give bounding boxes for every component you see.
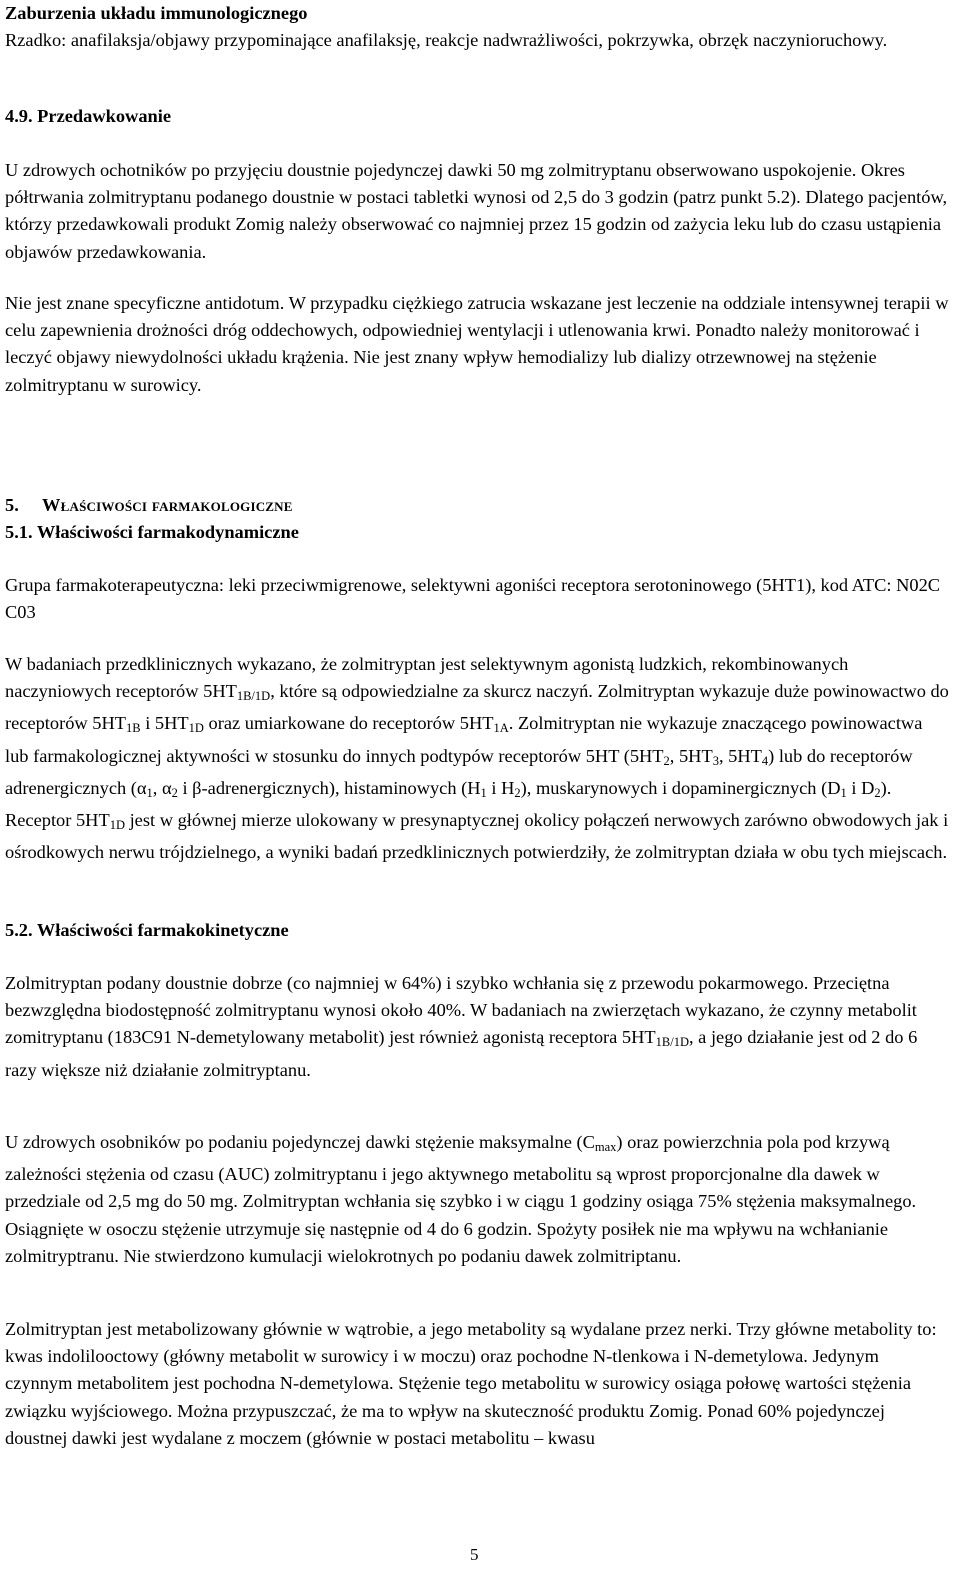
subscript: 1D: [109, 818, 125, 833]
text-run: i H: [486, 777, 515, 798]
section-immune-disorders: [5, 0, 950, 54]
text-run: , α: [152, 777, 172, 798]
subscript: max: [594, 1140, 617, 1154]
heading-immune-disorders: Zaburzenia układu immunologicznego: [5, 3, 308, 23]
immune-disorders-text: Rzadko: anafilaksja/objawy przypominające anafilaksję, reakcje nadwrażliwości, pokrzywka, obrzęk naczynioruchowy.: [5, 30, 888, 51]
text-run: , a jego działanie jest od 2 do 6 razy większe niż działanie zolmitryptanu.: [5, 1027, 918, 1080]
text-run: . Zolmitryptan nie wykazuje znaczącego powinowactwa lub farmakologicznej aktywności w stosunku do innych podtypów receptorów 5HT (5HT: [5, 713, 923, 766]
subscript: 2: [171, 785, 178, 800]
section-5-number: 5.: [5, 495, 19, 515]
pharmacodynamics-paragraph-1: Grupa farmakoterapeutyczna: leki przeciwmigrenowe, selektywni agoniści receptora serotoninowego (5HT1), kod ATC: N02C C03: [5, 575, 941, 623]
subscript: 2: [514, 785, 521, 800]
subscript: 1B/1D: [655, 1035, 689, 1050]
text-run: i D: [846, 777, 875, 798]
subscript: 1: [840, 785, 847, 800]
pharmacokinetics-paragraph-2: [5, 1129, 950, 1270]
subscript: 1D: [188, 721, 204, 736]
subscript: 1: [480, 785, 487, 800]
text-run: jest w głównej mierze ulokowany w presynaptycznej okolicy połączeń nerwowych zarówno obwodowych jak i ośrodkowych nerwu trójdzielnego, a wyniki badań przedklinicznych potwierdziły, że zolmitryptan działa w obu tych miejscach.: [5, 810, 949, 863]
text-run: , które są odpowiedzialne za skurcz naczyń. Zolmitryptan wykazuje duże powinowactwo do receptorów 5HT: [5, 681, 949, 734]
subscript: 2: [874, 785, 881, 800]
text-run: oraz umiarkowane do receptorów 5HT: [203, 713, 494, 734]
pharmacokinetics-paragraph-3: Zolmitryptan jest metabolizowany głównie w wątrobie, a jego metabolity są wydalane przez nerki. Trzy główne metabolity to: kwas indolilooctowy (główny metabolit w surowicy i w moczu) oraz pochodne N-tlenkowa i N-demetylowa. Jedynym czynnym metabolitem jest pochodna N-demetylowa. Stężenie tego metabolitu w surowicy osiąga połowę wartości stężenia związku wyjściowego. Można przypuszczać, że ma to wpływ na skuteczność produktu Zomig. Ponad 60% pojedynczej doustnej dawki jest wydalane z moczem (głównie w postaci metabolitu – kwasu: [5, 1319, 937, 1448]
text-run: ) oraz powierzchnia pola pod krzywą zależności stężenia od czasu (AUC) zolmitryptanu i jego aktywnego metabolitu są wprost proporcjonalne dla dawek w przedziale od 2,5 mg do 50 mg. Zolmitryptan wchłania się szybko i w ciągu 1 godziny osiąga 75% stężenia maksymalnego. Osiągnięte w osoczu stężenie utrzymuje się następnie od 4 do 6 godzin. Spożyty posiłek nie ma wpływu na wchłanianie zolmitryptranu. Nie stwierdzono kumulacji wielokrotnych po podaniu dawek zolmitriptanu.: [5, 1132, 917, 1266]
subscript: 2: [663, 753, 670, 768]
heading-pharmacodynamics: 5.1. Właściwości farmakodynamiczne: [5, 522, 299, 542]
subscript: 3: [712, 753, 719, 768]
text-run: , 5HT: [669, 745, 713, 766]
pharmacokinetics-paragraph-1: [5, 970, 950, 1084]
text-run: ) lub do receptorów adrenergicznych (α: [5, 745, 913, 798]
text-run: W badaniach przedklinicznych wykazano, że zolmitryptan jest selektywnym agonistą ludzkich, rekombinowanych naczyniowych receptorów 5HT: [5, 654, 849, 702]
text-run: U zdrowych osobników po podaniu pojedynczej dawki stężenie maksymalne (C: [5, 1132, 595, 1152]
pharmacodynamics-paragraph-2: [5, 651, 950, 866]
heading-pharmacokinetics: 5.2. Właściwości farmakokinetyczne: [5, 920, 289, 940]
heading-pharmacological-properties: [5, 492, 950, 519]
text-run: Zolmitryptan podany doustnie dobrze (co najmniej w 64%) i szybko wchłania się z przewodu pokarmowego. Przeciętna bezwzględna biodostępność zolmitryptanu wynosi około 40%. W badaniach na zwierzętach wykazano, że czynny metabolit zomitryptanu (183C91 N-demetylowany metabolit) jest również agonistą receptora 5HT: [5, 973, 917, 1048]
subscript: 4: [761, 753, 769, 768]
subscript: 1: [146, 785, 153, 800]
subscript: 1B/1D: [236, 689, 271, 704]
text-run: ). Receptor 5HT: [5, 777, 892, 831]
page-number: 5: [470, 1545, 479, 1564]
subscript: 1A: [493, 721, 509, 736]
overdose-paragraph-2: Nie jest znane specyficzne antidotum. W przypadku ciężkiego zatrucia wskazane jest leczenie na oddziale intensywnej terapii w celu zapewnienia drożności dróg oddechowych, odpowiedniej wentylacji i utlenowania krwi. Ponadto należy monitorować i leczyć objawy niewydolności układu krążenia. Nie jest znany wpływ hemodializy lub dializy otrzewnowej na stężenie zolmitryptanu w surowicy.: [5, 293, 949, 395]
text-run: i 5HT: [140, 713, 189, 734]
text-run: i β-adrenergicznych), histaminowych (H: [177, 777, 481, 798]
section-5-title: Właściwości farmakologiczne: [42, 495, 293, 515]
heading-overdose: 4.9. Przedawkowanie: [5, 106, 172, 126]
subscript: 1B: [126, 721, 141, 736]
text-run: , 5HT: [718, 745, 762, 766]
text-run: ), muskarynowych i dopaminergicznych (D: [520, 777, 841, 798]
overdose-paragraph-1: U zdrowych ochotników po przyjęciu doustnie pojedynczej dawki 50 mg zolmitryptanu obserwowano uspokojenie. Okres półtrwania zolmitryptanu podanego doustnie w postaci tabletki wynosi od 2,5 do 3 godzin (patrz punkt 5.2). Dlatego pacjentów, którzy przedawkowali produkt Zomig należy obserwować co najmniej przez 15 godzin od zażycia leku lub do czasu ustąpienia objawów przedawkowania.: [5, 160, 948, 262]
